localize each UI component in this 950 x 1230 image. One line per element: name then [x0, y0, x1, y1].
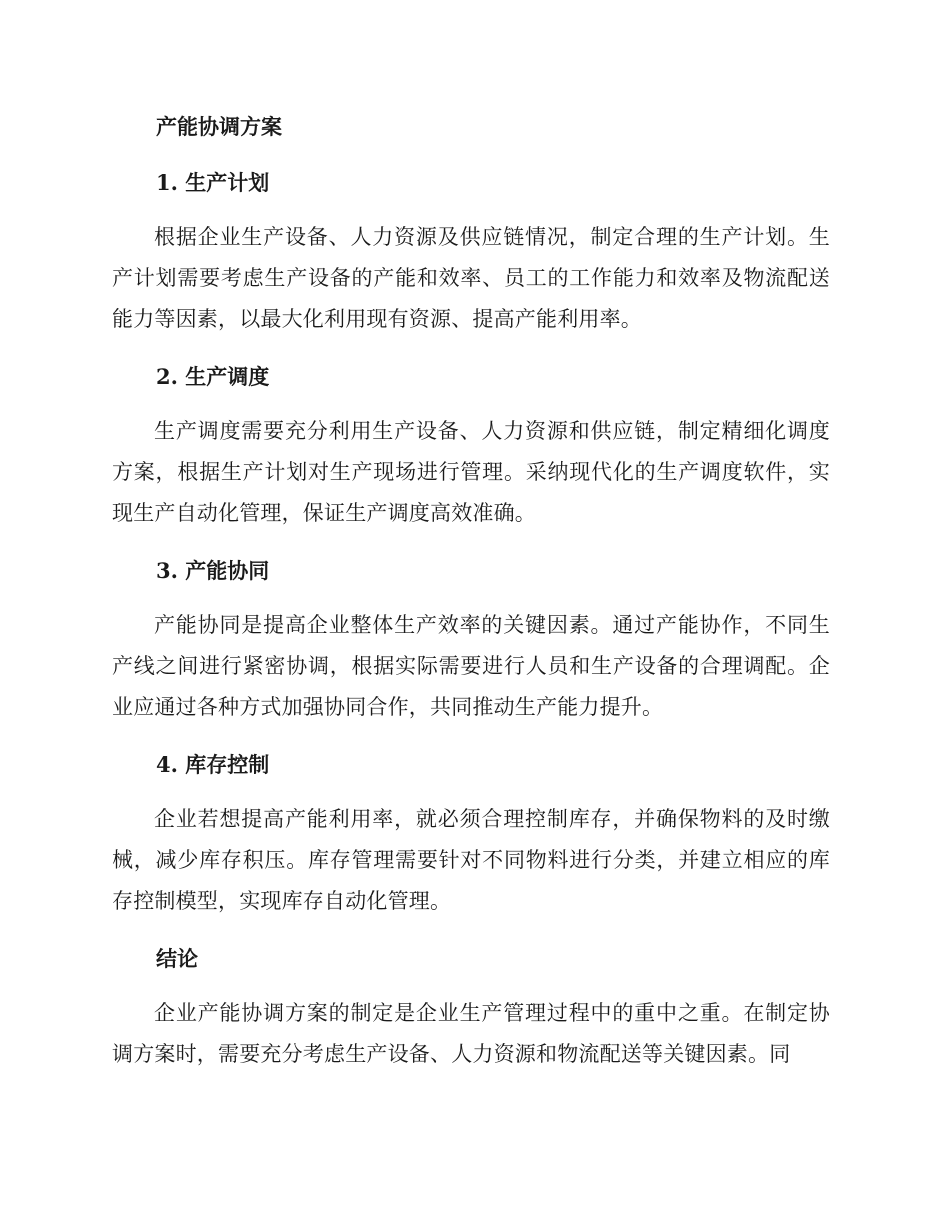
section-heading-conclusion: 结论 [156, 946, 198, 971]
section-body-conclusion: 企业产能协调方案的制定是企业生产管理过程中的重中之重。在制定协调方案时，需要充分考虑生产设备、人力资源和物流配送等关键因素。同 [112, 1001, 830, 1066]
section-body-capacity-collaboration: 产能协同是提高企业整体生产效率的关键因素。通过产能协作，不同生产线之间进行紧密协调，根据实际需要进行人员和生产设备的合理调配。企业应通过各种方式加强协同合作，共同推动生产能力提升。 [112, 613, 830, 719]
section-heading-production-plan: 1. 生产计划 [156, 170, 270, 195]
section-body-inventory-control: 企业若想提高产能利用率，就必须合理控制库存，并确保物料的及时缴械，减少库存积压。库存管理需要针对不同物料进行分类，并建立相应的库存控制模型，实现库存自动化管理。 [112, 807, 830, 913]
section-heading-production-scheduling: 2. 生产调度 [156, 364, 270, 389]
section-body-production-plan: 根据企业生产设备、人力资源及供应链情况，制定合理的生产计划。生产计划需要考虑生产设备的产能和效率、员工的工作能力和效率及物流配送能力等因素，以最大化利用现有资源、提高产能利用率。 [112, 225, 830, 331]
section-heading-capacity-collaboration: 3. 产能协同 [156, 558, 270, 583]
section-heading-inventory-control: 4. 库存控制 [156, 752, 270, 777]
document-title: 产能协调方案 [156, 114, 282, 139]
document-page [112, 108, 830, 1093]
section-body-production-scheduling: 生产调度需要充分利用生产设备、人力资源和供应链，制定精细化调度方案，根据生产计划对生产现场进行管理。采纳现代化的生产调度软件，实现生产自动化管理，保证生产调度高效准确。 [112, 419, 830, 525]
